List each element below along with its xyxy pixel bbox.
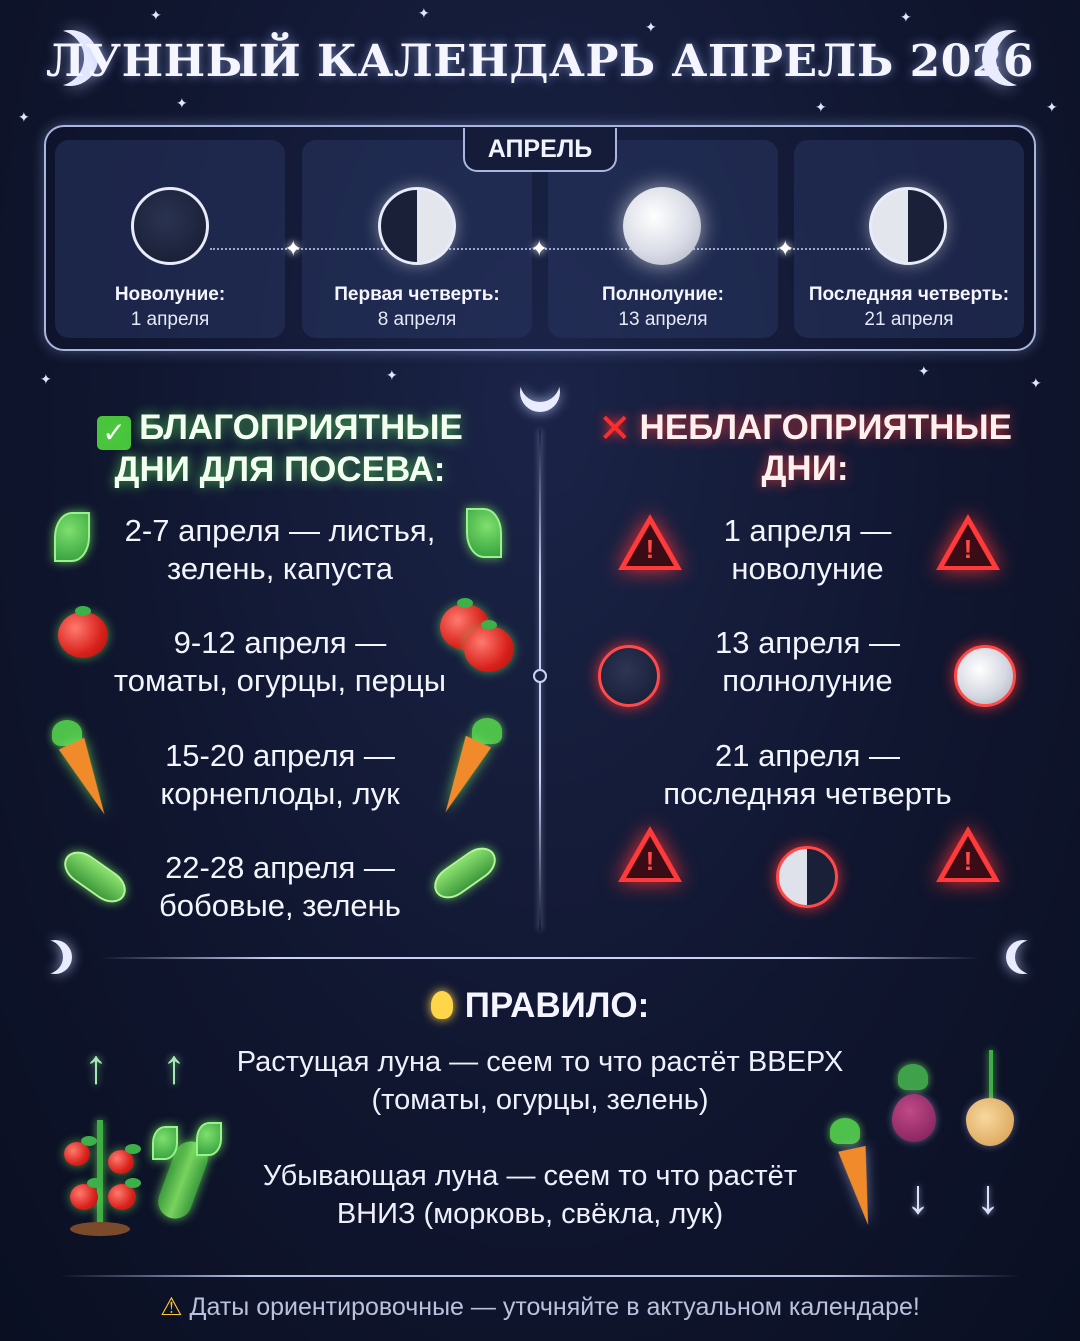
star-icon: ✦: [176, 95, 188, 111]
star-icon: ✦: [815, 99, 827, 115]
sparkle-icon: ✦: [530, 236, 549, 261]
favorable-heading: [60, 408, 500, 490]
page-title: ЛУННЫЙ КАЛЕНДАРЬ АПРЕЛЬ 2026: [45, 36, 1035, 87]
favorable-item: 22-28 апреля — бобовые, зелень: [159, 850, 401, 923]
star-icon: ✦: [18, 109, 30, 125]
unfavorable-heading-line2: ДНИ:: [761, 449, 849, 488]
star-icon: ✦: [40, 371, 52, 387]
star-icon: ✦: [918, 363, 930, 379]
favorable-item: 9-12 апреля — томаты, огурцы, перцы: [113, 625, 447, 698]
favorable-heading-line1: БЛАГОПРИЯТНЫЕ: [139, 408, 463, 447]
crescent-moon-icon: [1006, 940, 1040, 974]
favorable-item: 2-7 апреля — листья, зелень, капуста: [124, 513, 436, 586]
first-quarter-moon-icon: [378, 187, 456, 265]
phase-name: Последняя четверть:: [808, 284, 1010, 305]
unfavorable-heading-line1: НЕБЛАГОПРИЯТНЫЕ: [639, 408, 1012, 447]
tomato-icon: [108, 1150, 134, 1174]
warning-icon: !: [936, 826, 1000, 882]
footer-divider: [60, 1275, 1020, 1277]
favorable-item: 15-20 апреля — корнеплоды, лук: [160, 738, 400, 811]
star-icon: ✦: [418, 5, 430, 21]
leaf-icon: [466, 508, 502, 558]
soil-icon: [70, 1222, 130, 1236]
star-icon: ✦: [1046, 99, 1058, 115]
carrot-leaves-icon: [830, 1118, 860, 1144]
last-quarter-moon-icon: [869, 187, 947, 265]
tomato-plant-icon: [97, 1120, 103, 1230]
warning-icon: ⚠: [160, 1293, 183, 1321]
red-full-moon-icon: [954, 645, 1016, 707]
unfavorable-item: 21 апреля — последняя четверть: [663, 738, 952, 811]
arrow-up-icon: ↑: [84, 1041, 108, 1094]
leaf-icon: [54, 512, 90, 562]
arrow-up-icon: ↑: [162, 1041, 186, 1094]
cross-icon: ✕: [598, 407, 632, 451]
tomato-icon: [64, 1142, 90, 1166]
arrow-down-icon: ↓: [976, 1171, 1000, 1224]
crescent-moon-icon: [520, 372, 560, 412]
divider-dot: [533, 669, 547, 683]
favorable-heading-line2: ДНИ ДЛЯ ПОСЕВА:: [114, 450, 446, 489]
sparkle-icon: ✦: [776, 236, 795, 261]
waning-rule: Убывающая луна — сеем то что растёт ВНИЗ (морковь, свёкла, лук): [262, 1160, 798, 1230]
warning-icon: !: [936, 514, 1000, 570]
phase-name: Новолуние:: [114, 284, 226, 305]
star-icon: ✦: [1030, 375, 1042, 391]
rule-heading: ПРАВИЛО:: [0, 986, 1080, 1026]
arrow-down-icon: ↓: [906, 1171, 930, 1224]
beet-leaves-icon: [898, 1064, 928, 1090]
phase-date: 13 апреля: [618, 309, 708, 330]
unfavorable-item: 1 апреля — новолуние: [723, 513, 892, 586]
full-moon-icon: [623, 187, 701, 265]
unfavorable-item: 13 апреля — полнолуние: [714, 625, 901, 698]
tomato-icon: [70, 1184, 98, 1210]
carrot-icon: [838, 1146, 882, 1228]
carrot-icon: [59, 738, 117, 821]
footer-note: ⚠ Даты ориентировочные — уточняйте в актуальном календаре!: [160, 1293, 920, 1321]
waxing-rule: Растущая луна — сеем то что растёт ВВЕРХ (томаты, огурцы, зелень): [236, 1046, 844, 1116]
section-divider: [100, 957, 980, 959]
onion-icon: [966, 1098, 1014, 1146]
crescent-moon-icon: [38, 940, 72, 974]
unfavorable-heading: [585, 408, 1025, 489]
phase-date: 8 апреля: [377, 309, 457, 330]
crescent-moon-icon: [982, 30, 1038, 86]
phase-date: 1 апреля: [130, 309, 210, 330]
red-last-quarter-moon-icon: [776, 846, 838, 908]
star-icon: ✦: [150, 7, 162, 23]
sparkle-icon: ✦: [284, 236, 303, 261]
onion-sprout-icon: [989, 1050, 993, 1100]
phase-name: Полнолуние:: [602, 284, 724, 305]
new-moon-icon: [131, 187, 209, 265]
star-icon: ✦: [900, 9, 912, 25]
checkmark-icon: ✓: [97, 416, 131, 450]
phase-date: 21 апреля: [864, 309, 954, 330]
month-label: АПРЕЛЬ: [463, 128, 617, 172]
warning-icon: !: [618, 514, 682, 570]
leaf-icon: [152, 1126, 178, 1160]
red-new-moon-icon: [598, 645, 660, 707]
warning-icon: !: [618, 826, 682, 882]
leaf-icon: [196, 1122, 222, 1156]
tomato-icon: [58, 612, 108, 658]
star-icon: ✦: [386, 367, 398, 383]
lightbulb-icon: [431, 991, 453, 1019]
tomato-icon: [464, 626, 514, 672]
beet-icon: [892, 1094, 936, 1142]
star-icon: ✦: [645, 19, 657, 35]
tomato-icon: [108, 1184, 136, 1210]
phase-name: Первая четверть:: [334, 284, 500, 305]
